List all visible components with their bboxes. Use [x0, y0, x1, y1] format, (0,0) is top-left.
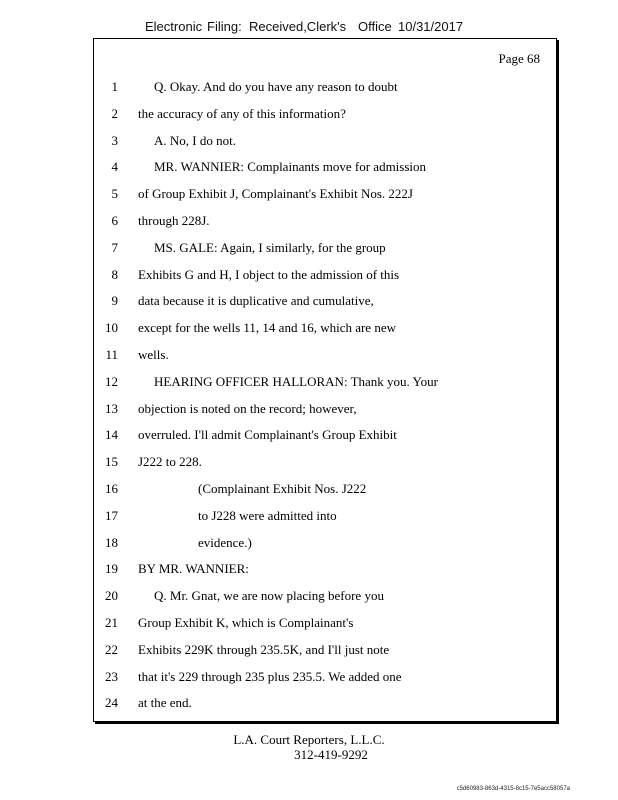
line-number: 2: [111, 105, 118, 121]
line-text: of Group Exhibit J, Complainant's Exhibit Nos. 222J: [138, 186, 413, 202]
line-text: the accuracy of any of this information?: [138, 105, 346, 121]
line-number: 5: [111, 186, 118, 202]
line-text: Q. Mr. Gnat, we are now placing before you: [154, 588, 384, 604]
line-number: 6: [111, 213, 118, 228]
transcript-page: [93, 38, 557, 722]
reporter-phone: 312-419-9292: [294, 747, 368, 762]
line-number: 22: [105, 641, 118, 657]
line-text: Group Exhibit K, which is Complainant's: [138, 615, 354, 630]
line-text: MR. WANNIER: Complainants move for admission: [154, 159, 427, 175]
line-text: wells.: [138, 347, 169, 362]
line-text: Q. Okay. And do you have any reason to doubt: [154, 79, 398, 94]
line-number: 4: [111, 159, 118, 175]
line-number: 23: [105, 668, 118, 684]
filing-word: Filing:: [207, 19, 242, 34]
line-number: 21: [105, 615, 118, 630]
line-number: 11: [105, 347, 118, 362]
line-text: that it's 229 through 235 plus 235.5. We added one: [138, 668, 402, 684]
line-number: 18: [105, 534, 118, 550]
line-number: 15: [105, 454, 118, 470]
filing-word: 10/31/2017: [398, 19, 464, 34]
line-text: at the end.: [138, 695, 192, 711]
line-number: 9: [111, 293, 118, 309]
line-number: 24: [105, 695, 118, 711]
line-text: evidence.): [198, 534, 252, 550]
line-number: 17: [105, 507, 118, 523]
line-number: 1: [111, 79, 118, 94]
line-text: BY MR. WANNIER:: [138, 561, 249, 577]
filing-word: Electronic: [145, 19, 203, 34]
line-number: 16: [105, 481, 118, 496]
line-text: to J228 were admitted into: [198, 507, 337, 523]
line-text: J222 to 228.: [138, 454, 202, 470]
document-id: c5d60983-863d-4315-8c15-7e5acc58057a: [456, 786, 570, 792]
filing-word: Office: [358, 19, 392, 34]
page-number: Page 68: [498, 51, 540, 66]
line-number: 7: [111, 239, 118, 255]
line-text: (Complainant Exhibit Nos. J222: [198, 481, 367, 496]
reporter-company: L.A. Court Reporters, L.L.C.: [233, 732, 385, 747]
line-text: HEARING OFFICER HALLORAN: Thank you. Your: [154, 373, 438, 389]
line-text: objection is noted on the record; however,: [138, 400, 357, 416]
line-number: 3: [111, 132, 118, 148]
filing-word: Received,Clerk's: [249, 19, 347, 34]
line-number: 12: [105, 373, 118, 389]
line-number: 14: [105, 427, 118, 443]
line-text: overruled. I'll admit Complainant's Group Exhibit: [138, 427, 397, 443]
line-text: Exhibits 229K through 235.5K, and I'll just note: [138, 641, 390, 657]
line-number: 13: [105, 400, 118, 416]
line-text: except for the wells 11, 14 and 16, which are new: [138, 320, 396, 336]
footer: [0, 732, 618, 762]
line-text: through 228J.: [138, 213, 210, 228]
line-number: 10: [105, 320, 118, 336]
line-text: Exhibits G and H, I object to the admission of this: [138, 266, 400, 282]
line-text: data because it is duplicative and cumulative,: [138, 293, 374, 309]
line-number: 19: [105, 561, 118, 577]
line-number: 20: [105, 588, 118, 604]
line-text: A. No, I do not.: [154, 132, 236, 148]
line-number: 8: [111, 266, 118, 282]
line-text: MS. GALE: Again, I similarly, for the group: [154, 239, 386, 255]
